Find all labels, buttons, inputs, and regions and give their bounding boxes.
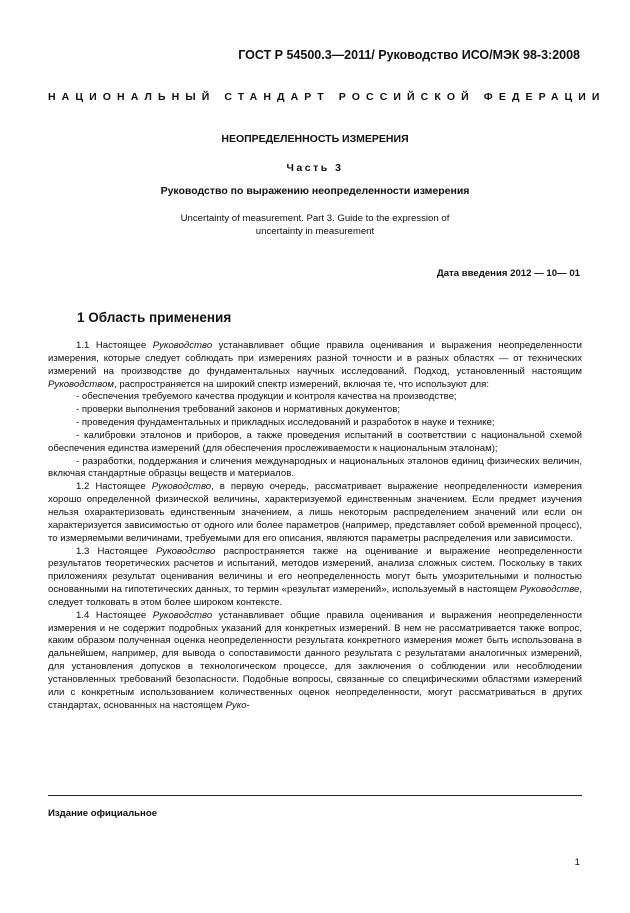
part-label: Часть 3: [286, 162, 344, 174]
section-heading: 1 Область применения: [77, 310, 232, 325]
english-title: [150, 213, 480, 238]
national-standard-banner: НАЦИОНАЛЬНЫЙ СТАНДАРТ РОССИЙСКОЙ ФЕДЕРАЦИИ: [48, 91, 606, 103]
paragraph-1-1: 1.1 Настоящее Руководство устанавливает общие правила оценивания и выражения неопределенности измерения, которые следует соблюдать при измерениях разной точности и в разных областях — от технических измерений на производстве до фундаментальных научных исследований. Подход, установленный настоящим Руководством, распространяется на широкий спектр измерений, включая те, что используют для:: [48, 340, 582, 390]
list-item: - разработки, поддержания и сличения международных и национальных эталонов единиц физических величин, включая стандартные образцы веществ и материалов.: [48, 455, 582, 480]
section-body: [48, 340, 582, 712]
document-title: НЕОПРЕДЕЛЕННОСТЬ ИЗМЕРЕНИЯ: [221, 133, 409, 145]
document-code-header: ГОСТ Р 54500.3—2011/ Руководство ИСО/МЭК 98-3:2008: [238, 48, 580, 62]
paragraph-1-4: 1.4 Настоящее Руководство устанавливает общие правила оценивания и выражения неопределенности измерения и не содержит подробных указаний для конкретных измерений. В нем не рассматривается также вопрос, каким образом полученная оценка неопределенности результата конкретного измерения может быть использована в дальнейшем, например, для вывода о сопоставимости данного результата с результатами аналогичных измерений, для установления допусков в технологическом процессе, для заключения о соблюдении или несоблюдении установленных требований безопасности. Подобные вопросы, связанные со специфическими областями измерений или с конкретным использованием количественных оценок неопределенности, могут рассматриваться в других стандартах, основанных на настоящем Руко-: [48, 609, 582, 711]
paragraph-1-3: 1.3 Настоящее Руководство распространяется также на оценивание и выражение неопределенности результатов теоретических расчетов и испытаний, методов измерений, анализа сложных систем. Поскольку в таких приложениях результат оценивания величины и его неопределенность могут быть умозрительными и полностью основанными на гипотетических данных, то термин «результат измерений», используемый в настоящем Руководстве, следует толковать в этом более широком контексте.: [48, 545, 582, 608]
list-item: - калибровки эталонов и приборов, а также проведения испытаний в соответствии с национальной схемой обеспечения единства измерений (для обеспечения прослеживаемости к национальным эталонам);: [48, 429, 582, 454]
paragraph-1-2: 1.2 Настоящее Руководство, в первую очередь, рассматривает выражение неопределенности измерения хорошо определенной физической величины, характеризуемой единственным значением. Если предмет изучения нельзя охарактеризовать единственным значением, а лишь некоторым распределением значений или если он характеризуется зависимостью от одного или более параметров (например, представляет собой временной процесс), то измеряемыми величинами, требуемыми для его описания, являются параметры распределения или зависимости.: [48, 481, 582, 544]
introduction-date: Дата введения 2012 — 10— 01: [436, 268, 580, 279]
page-number: 1: [574, 857, 580, 868]
list-item: - обеспечения требуемого качества продукции и контроля качества на производстве;: [76, 391, 457, 403]
list-item: - проверки выполнения требований законов и нормативных документов;: [76, 404, 400, 416]
english-title-line-2: uncertainty in measurement: [255, 225, 375, 237]
document-subtitle: Руководство по выражению неопределенности измерения: [160, 185, 470, 197]
footer-divider: [48, 795, 582, 796]
list-item: - проведения фундаментальных и прикладных исследований и разработок в науке и технике;: [76, 417, 495, 429]
english-title-line-1: Uncertainty of measurement. Part 3. Guide to the expression of: [180, 213, 450, 224]
edition-label: Издание официальное: [48, 808, 158, 819]
